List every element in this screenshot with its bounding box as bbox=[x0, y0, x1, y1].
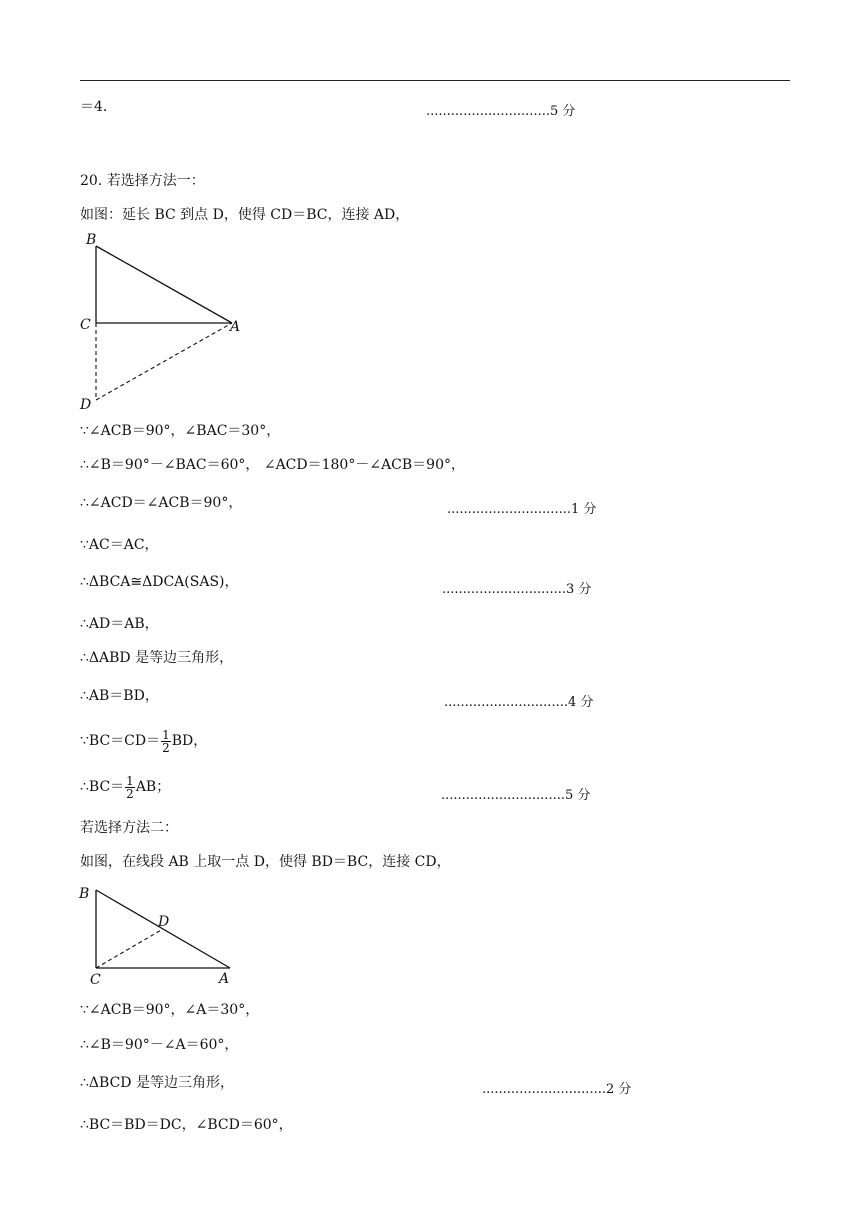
m1-step-10 bbox=[80, 772, 170, 802]
m1-step-4: ∵AC＝AC， bbox=[80, 537, 159, 553]
label-c: C bbox=[80, 317, 91, 333]
m1-step-9-pre: ∵BC＝CD＝ bbox=[80, 733, 161, 749]
problem-title: 20. 若选择方法一： bbox=[80, 173, 205, 189]
m2-step-3: ∴ΔBCD 是等边三角形， bbox=[80, 1075, 234, 1091]
m1-step-9-post: BD， bbox=[171, 733, 208, 749]
m1-step-7: ∴ΔABD 是等边三角形， bbox=[80, 650, 234, 666]
label-a: A bbox=[219, 971, 230, 987]
m2-step-1: ∵∠ACB＝90°，∠A＝30°， bbox=[80, 1002, 260, 1018]
score-mark: ..............................5 分 bbox=[426, 104, 576, 119]
m1-step-1: ∵∠ACB＝90°，∠BAC＝30°， bbox=[80, 423, 281, 439]
segment-da-dashed bbox=[96, 323, 232, 400]
segment-cd-dashed bbox=[96, 929, 163, 968]
figure-method2 bbox=[76, 880, 246, 990]
fraction-denominator: 2 bbox=[126, 786, 134, 801]
label-b: B bbox=[79, 886, 90, 902]
method1-intro: 如图：延长 BC 到点 D，使得 CD＝BC，连接 AD， bbox=[80, 207, 410, 223]
m1-step-2: ∴∠B＝90°－∠BAC＝60°， ∠ACD＝180°－∠ACB＝90°， bbox=[80, 457, 465, 473]
label-c: C bbox=[90, 972, 101, 988]
figure-method1 bbox=[76, 228, 266, 414]
fraction-half bbox=[125, 775, 135, 800]
score-mark: ..............................3 分 bbox=[442, 582, 592, 597]
score-mark: ..............................2 分 bbox=[482, 1082, 632, 1097]
score-mark: ..............................1 分 bbox=[447, 502, 597, 517]
method2-title: 若选择方法二： bbox=[80, 820, 178, 836]
score-mark: ..............................5 分 bbox=[441, 788, 591, 803]
fraction-denominator: 2 bbox=[162, 740, 170, 755]
m1-step-9 bbox=[80, 726, 207, 756]
m1-step-5: ∴ΔBCA≅ΔDCA(SAS)， bbox=[80, 574, 239, 590]
m1-step-10-post: AB； bbox=[135, 779, 171, 795]
fraction-numerator: 1 bbox=[162, 727, 170, 742]
m1-step-10-pre: ∴BC＝ bbox=[80, 779, 125, 795]
label-d: D bbox=[80, 397, 92, 413]
m1-step-3: ∴∠ACD＝∠ACB＝90°， bbox=[80, 495, 243, 511]
label-d: D bbox=[158, 914, 170, 930]
header-rule bbox=[80, 80, 790, 81]
m2-step-2: ∴∠B＝90°－∠A＝60°， bbox=[80, 1037, 239, 1053]
m1-step-6: ∴AD＝AB， bbox=[80, 616, 159, 632]
m1-step-8: ∴AB＝BD， bbox=[80, 688, 159, 704]
fraction-numerator: 1 bbox=[126, 773, 134, 788]
label-a: A bbox=[230, 319, 241, 335]
result-line: ＝4． bbox=[80, 99, 117, 115]
label-b: B bbox=[86, 232, 97, 248]
m2-step-4: ∴BC＝BD＝DC，∠BCD＝60°， bbox=[80, 1117, 293, 1133]
method2-intro: 如图，在线段 AB 上取一点 D，使得 BD＝BC，连接 CD， bbox=[80, 854, 451, 870]
fraction-half bbox=[161, 729, 171, 754]
segment-ba bbox=[96, 246, 232, 323]
score-mark: ..............................4 分 bbox=[444, 695, 594, 710]
